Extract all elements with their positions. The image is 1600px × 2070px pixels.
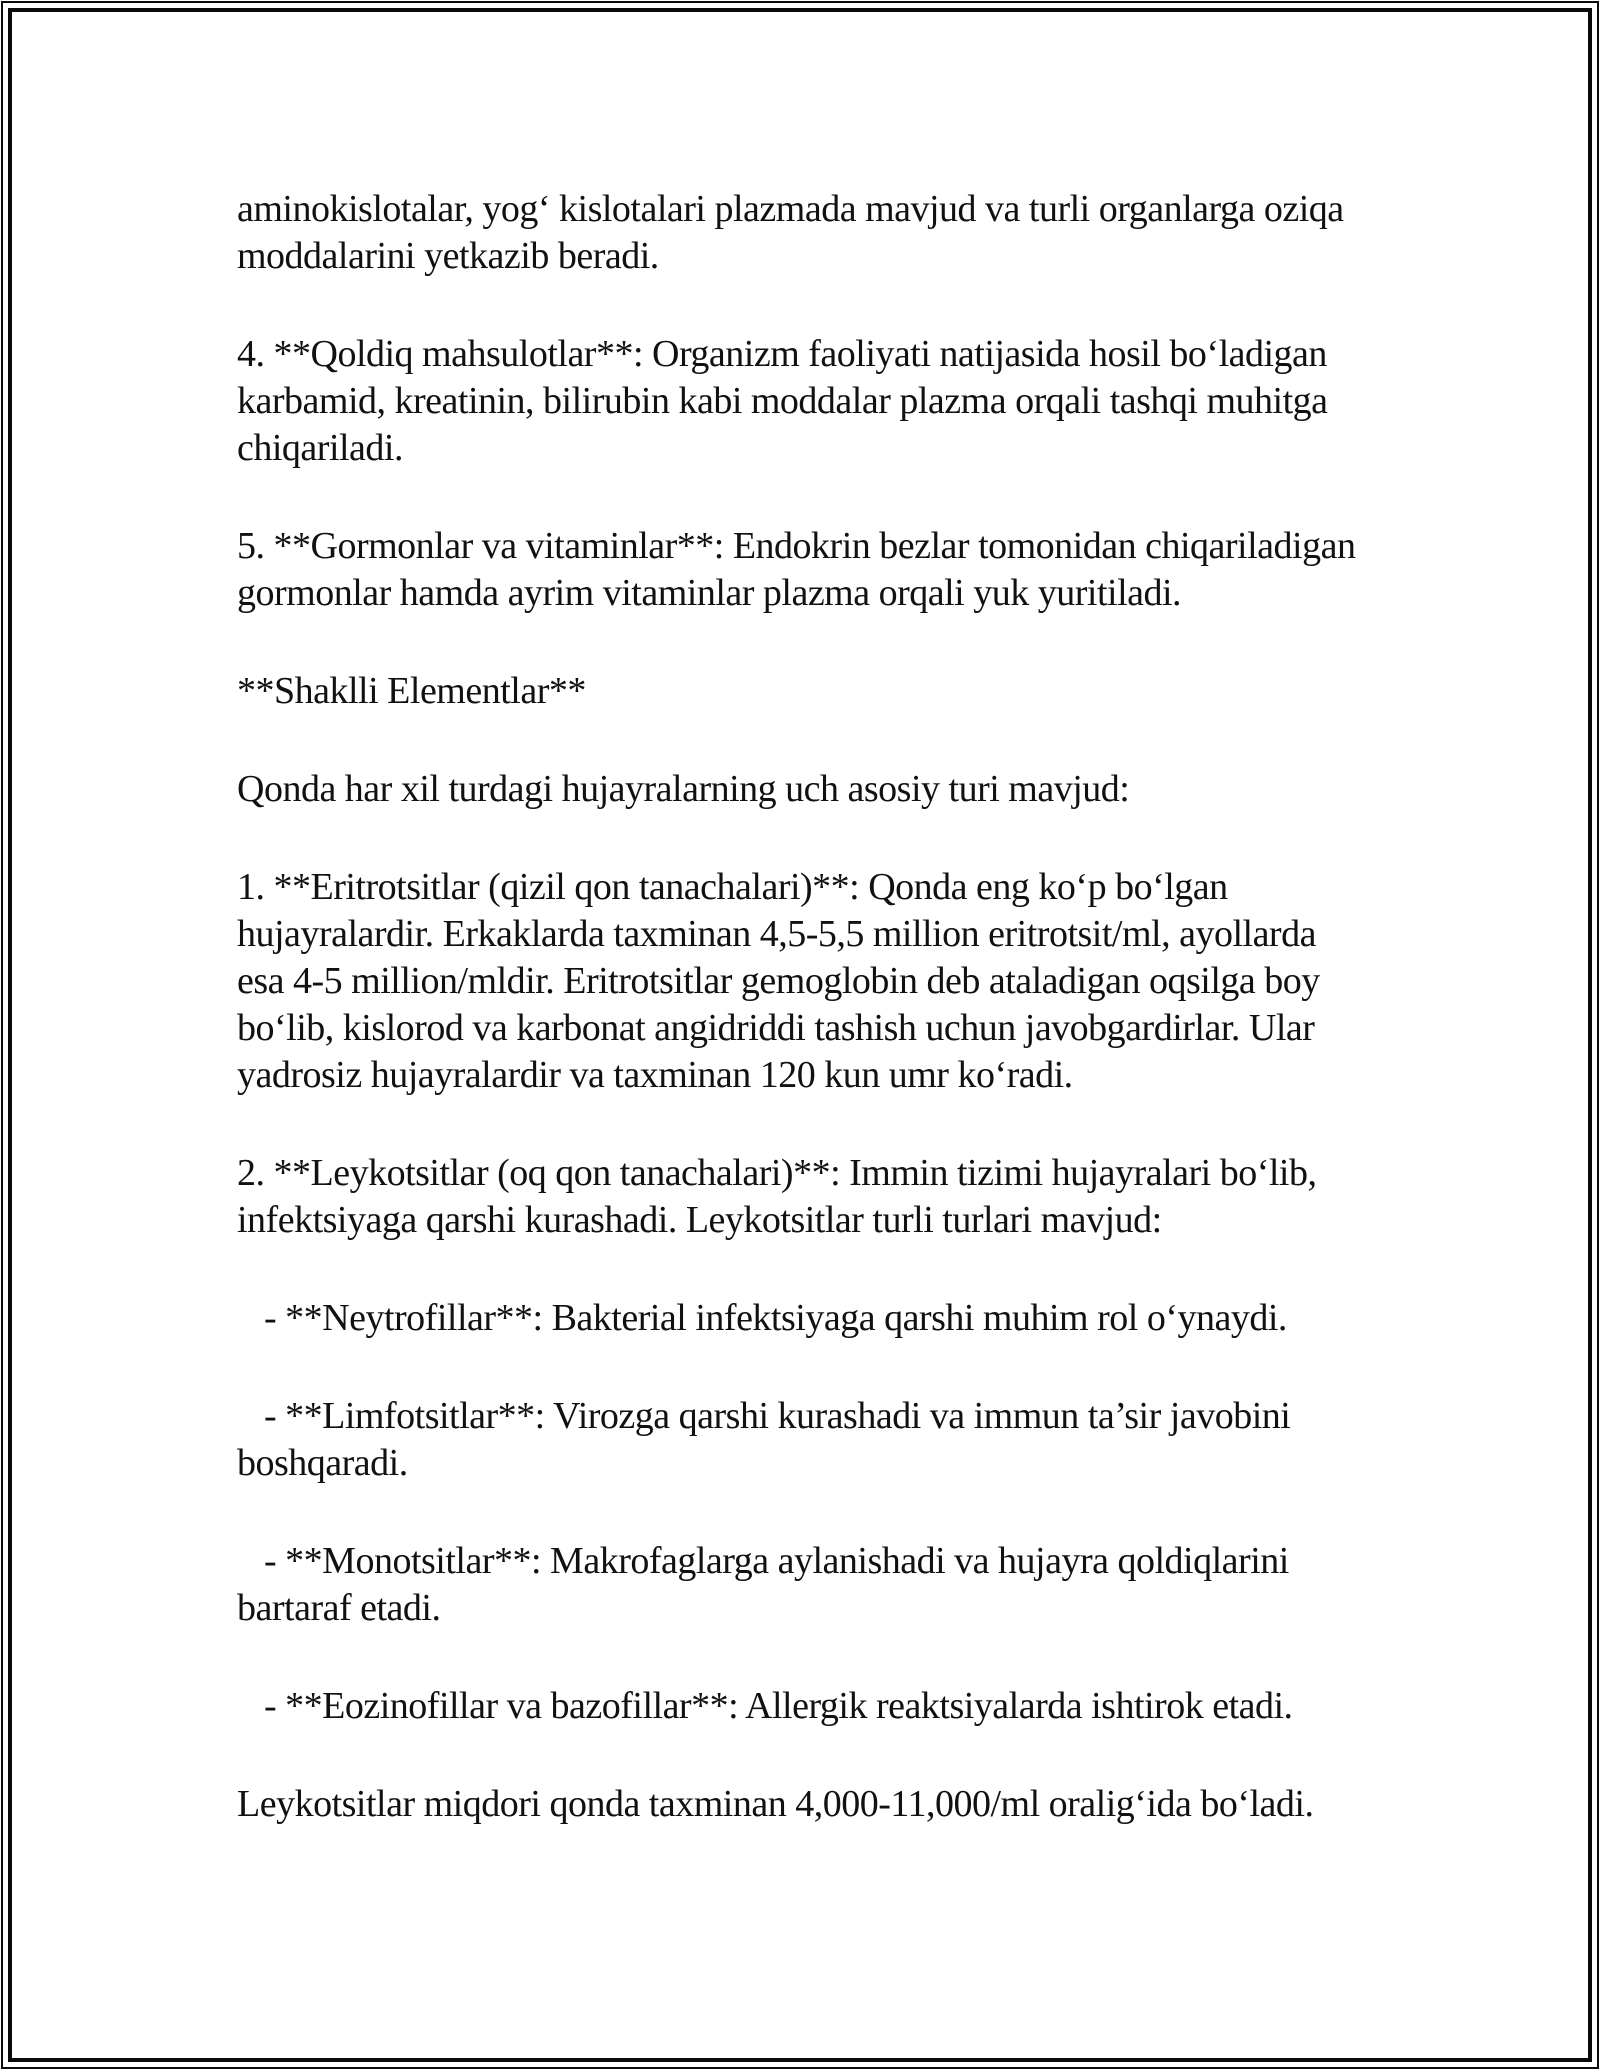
text-line: karbamid, kreatinin, bilirubin kabi moddalar plazma orqali tashqi muhitga xyxy=(237,380,1328,422)
text-line: esa 4-5 million/mldir. Eritrotsitlar gemoglobin deb ataladigan oqsilga boy xyxy=(237,960,1320,1002)
text-line: Leykotsitlar miqdori qonda taxminan 4,000-11,000/ml oralig‘ida bo‘ladi. xyxy=(237,1783,1314,1825)
bullet-monotsitlar xyxy=(237,1538,1450,1632)
text-line: boshqaradi. xyxy=(237,1442,408,1484)
bullet-eozinofillar-bazofillar xyxy=(237,1683,1450,1730)
text-line: 1. **Eritrotsitlar (qizil qon tanachalari)**: Qonda eng ko‘p bo‘lgan xyxy=(237,866,1228,908)
text-line: Qonda har xil turdagi hujayralarning uch asosiy turi mavjud: xyxy=(237,768,1130,810)
bullet-limfotsitlar xyxy=(237,1393,1450,1487)
text-line: aminokislotalar, yog‘ kislotalari plazmada mavjud va turli organlarga oziqa xyxy=(237,188,1344,230)
text-line: hujayralardir. Erkaklarda taxminan 4,5-5,5 million eritrotsit/ml, ayollarda xyxy=(237,913,1316,955)
para-intro-hujayra-turlari xyxy=(237,766,1450,813)
text-line: - **Monotsitlar**: Makrofaglarga aylanishadi va hujayra qoldiqlarini xyxy=(237,1540,1289,1582)
text-line: bartaraf etadi. xyxy=(237,1587,441,1629)
text-line: 4. **Qoldiq mahsulotlar**: Organizm faoliyati natijasida hosil bo‘ladigan xyxy=(237,333,1327,375)
para-1-eritrotsitlar xyxy=(237,864,1450,1099)
text-line: yadrosiz hujayralardir va taxminan 120 kun umr ko‘radi. xyxy=(237,1054,1073,1096)
document-body xyxy=(237,186,1450,1879)
bullet-neytrofillar xyxy=(237,1295,1450,1342)
text-line: 5. **Gormonlar va vitaminlar**: Endokrin bezlar tomonidan chiqariladigan xyxy=(237,525,1356,567)
para-4-qoldiq-mahsulotlar xyxy=(237,331,1450,472)
text-line: - **Eozinofillar va bazofillar**: Allergik reaktsiyalarda ishtirok etadi. xyxy=(237,1685,1293,1727)
text-line: moddalarini yetkazib beradi. xyxy=(237,235,659,277)
para-2-leykotsitlar xyxy=(237,1150,1450,1244)
heading-shaklli-elementlar xyxy=(237,668,1450,715)
text-line: 2. **Leykotsitlar (oq qon tanachalari)**: Immin tizimi hujayralari bo‘lib, xyxy=(237,1152,1317,1194)
text-line: bo‘lib, kislorod va karbonat angidriddi tashish uchun javobgardirlar. Ular xyxy=(237,1007,1315,1049)
text-line: - **Neytrofillar**: Bakterial infektsiyaga qarshi muhim rol o‘ynaydi. xyxy=(237,1297,1287,1339)
text-line: **Shaklli Elementlar** xyxy=(237,670,586,712)
text-line: gormonlar hamda ayrim vitaminlar plazma orqali yuk yuritiladi. xyxy=(237,572,1182,614)
para-5-gormonlar-vitaminlar xyxy=(237,523,1450,617)
text-line: - **Limfotsitlar**: Virozga qarshi kurashadi va immun ta’sir javobini xyxy=(237,1395,1291,1437)
para-plasma-nutrients-continuation xyxy=(237,186,1450,280)
text-line: chiqariladi. xyxy=(237,427,403,469)
text-line: infektsiyaga qarshi kurashadi. Leykotsitlar turli turlari mavjud: xyxy=(237,1199,1162,1241)
para-leykotsitlar-miqdori xyxy=(237,1781,1450,1828)
